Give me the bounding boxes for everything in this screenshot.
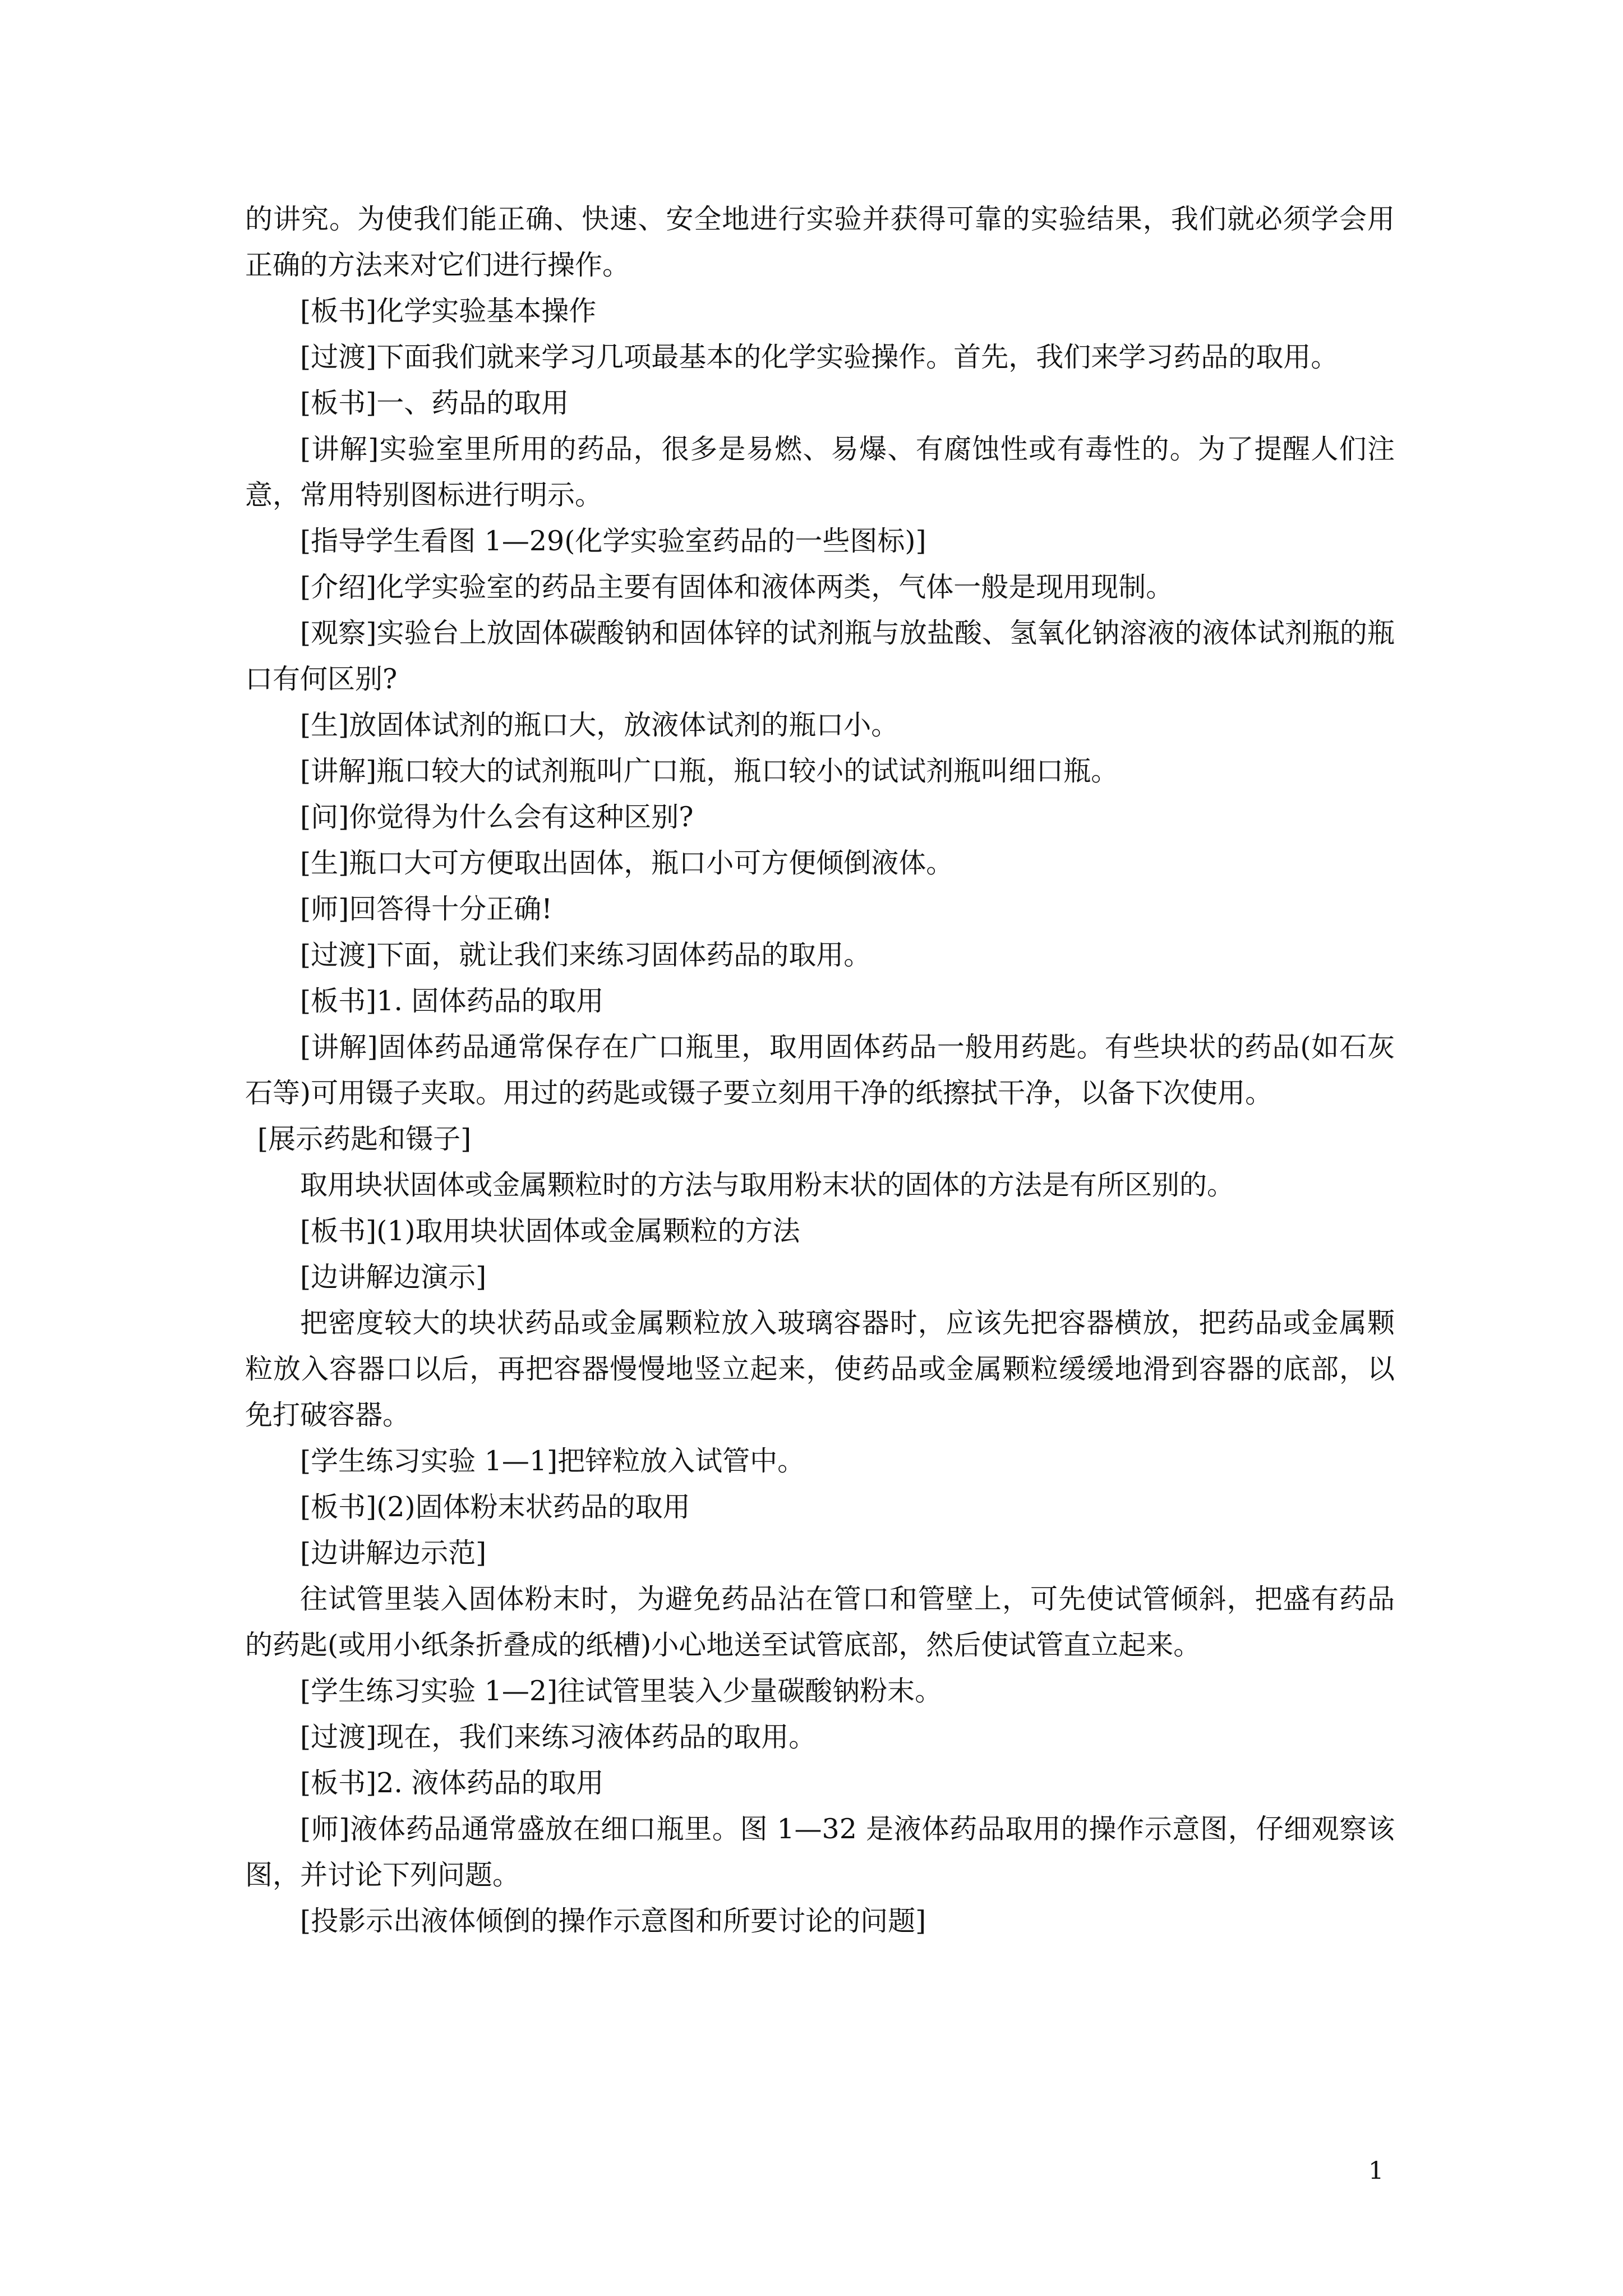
paragraph: [板书]1. 固体药品的取用 (300, 985, 604, 1017)
paragraph: [投影示出液体倾倒的操作示意图和所要讨论的问题] (300, 1905, 926, 1937)
paragraph: [板书]2. 液体药品的取用 (300, 1767, 604, 1799)
paragraph: [介绍]化学实验室的药品主要有固体和液体两类，气体一般是现用现制。 (300, 571, 1174, 603)
paragraph: [师]液体药品通常盛放在细口瓶里。图 1—32 是液体药品取用的操作示意图，仔细观察该图，并讨论下列问题。 (245, 1813, 1395, 1891)
paragraph: 的讲究。为使我们能正确、快速、安全地进行实验并获得可靠的实验结果，我们就必须学会用正确的方法来对它们进行操作。 (245, 203, 1395, 281)
paragraph: [边讲解边演示] (300, 1261, 487, 1293)
paragraph: [过渡]下面，就让我们来练习固体药品的取用。 (300, 939, 872, 971)
paragraph: [讲解]瓶口较大的试剂瓶叫广口瓶，瓶口较小的试试剂瓶叫细口瓶。 (300, 755, 1119, 787)
paragraph: [展示药匙和镊子] (257, 1123, 472, 1155)
paragraph: [问]你觉得为什么会有这种区别? (300, 801, 694, 833)
paragraph: 把密度较大的块状药品或金属颗粒放入玻璃容器时，应该先把容器横放，把药品或金属颗粒放入容器口以后，再把容器慢慢地竖立起来，使药品或金属颗粒缓缓地滑到容器的底部，以免打破容器。 (245, 1307, 1395, 1431)
paragraph: [板书](1)取用块状固体或金属颗粒的方法 (300, 1215, 800, 1247)
paragraph: [板书]化学实验基本操作 (300, 295, 597, 327)
paragraph: [生]放固体试剂的瓶口大，放液体试剂的瓶口小。 (300, 709, 899, 741)
paragraph: [指导学生看图 1—29(化学实验室药品的一些图标)] (300, 525, 926, 557)
paragraph: [板书](2)固体粉末状药品的取用 (300, 1491, 690, 1523)
paragraph: [师]回答得十分正确! (300, 893, 552, 925)
paragraph: [边讲解边示范] (300, 1537, 487, 1569)
document-body (245, 196, 1395, 1944)
paragraph: [板书]一、药品的取用 (300, 387, 569, 419)
paragraph: 取用块状固体或金属颗粒时的方法与取用粉末状的固体的方法是有所区别的。 (300, 1169, 1235, 1201)
paragraph: [讲解]实验室里所用的药品，很多是易燃、易爆、有腐蚀性或有毒性的。为了提醒人们注意，常用特别图标进行明示。 (245, 433, 1395, 511)
paragraph: [过渡]下面我们就来学习几项最基本的化学实验操作。首先，我们来学习药品的取用。 (300, 341, 1339, 373)
paragraph: [学生练习实验 1—1]把锌粒放入试管中。 (300, 1445, 805, 1477)
paragraph: [生]瓶口大可方便取出固体，瓶口小可方便倾倒液体。 (300, 847, 954, 879)
page-number: 1 (1368, 2157, 1384, 2185)
paragraph: [讲解]固体药品通常保存在广口瓶里，取用固体药品一般用药匙。有些块状的药品(如石灰石等)可用镊子夹取。用过的药匙或镊子要立刻用干净的纸擦拭干净，以备下次使用。 (245, 1031, 1395, 1109)
paragraph: [学生练习实验 1—2]往试管里装入少量碳酸钠粉末。 (300, 1675, 943, 1707)
paragraph: [过渡]现在，我们来练习液体药品的取用。 (300, 1721, 817, 1753)
paragraph: [观察]实验台上放固体碳酸钠和固体锌的试剂瓶与放盐酸、氢氧化钠溶液的液体试剂瓶的瓶口有何区别? (245, 617, 1395, 695)
paragraph: 往试管里装入固体粉末时，为避免药品沾在管口和管壁上，可先使试管倾斜，把盛有药品的药匙(或用小纸条折叠成的纸槽)小心地送至试管底部，然后使试管直立起来。 (245, 1583, 1395, 1661)
